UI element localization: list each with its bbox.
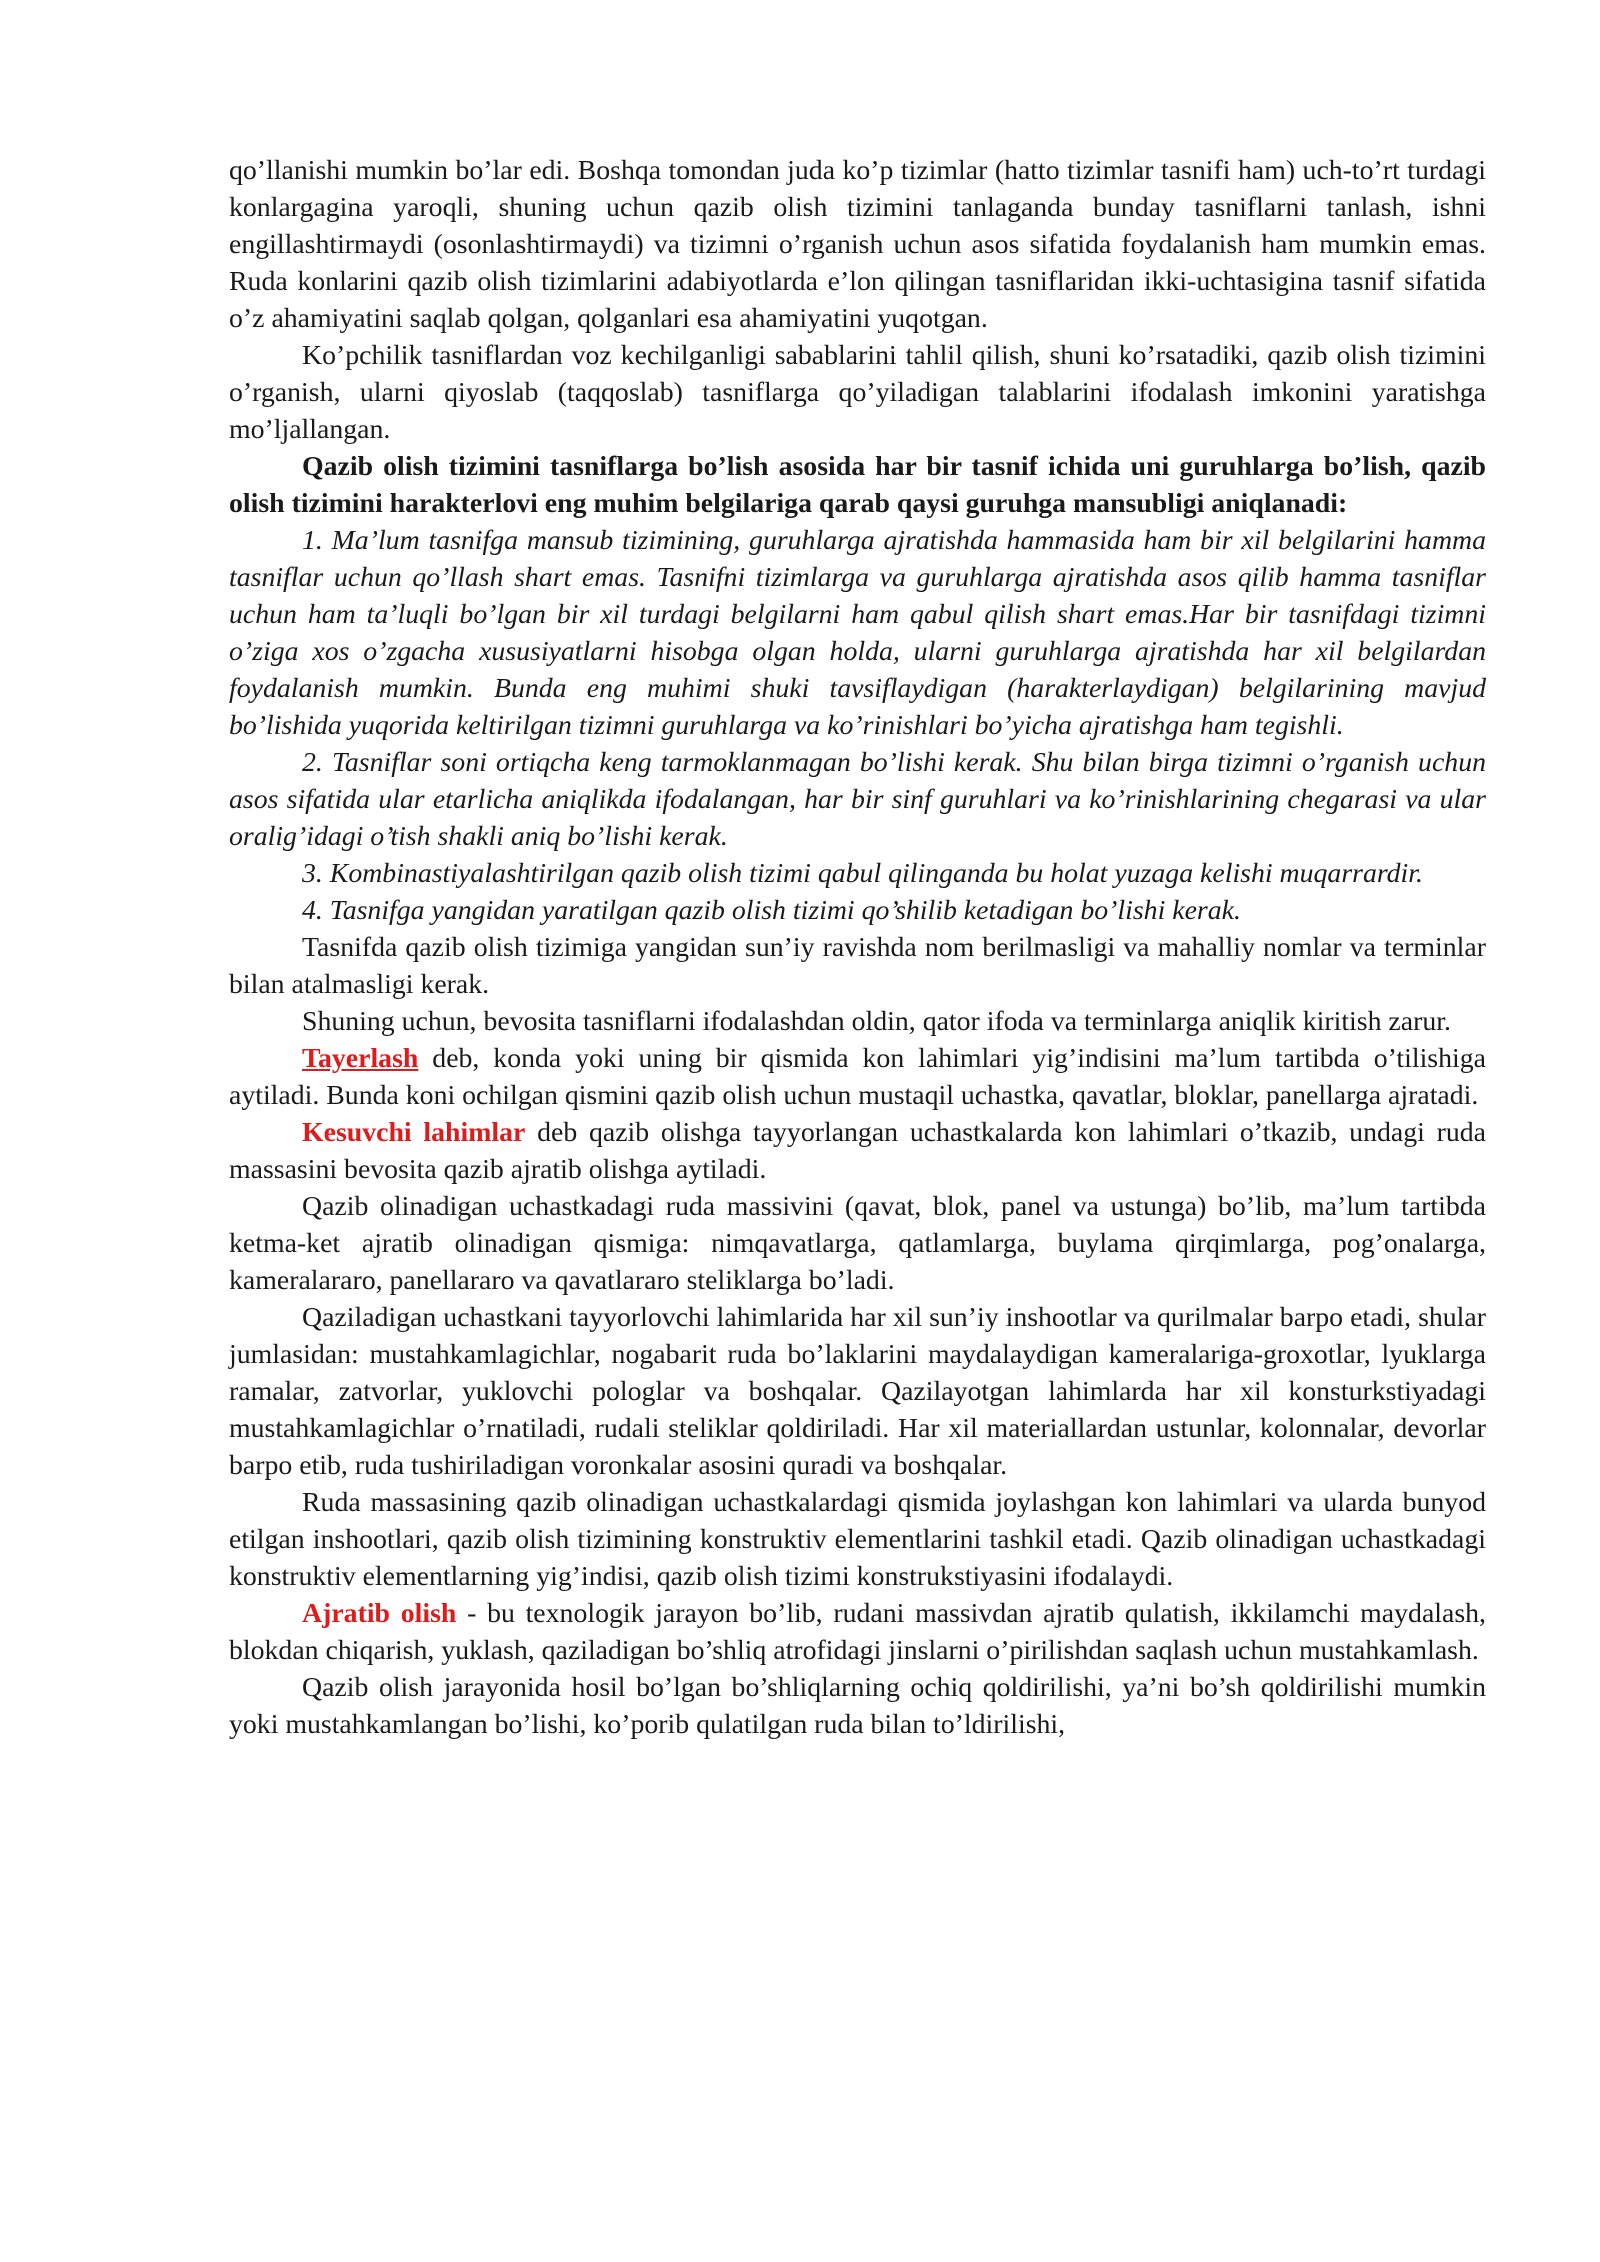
paragraph-ajratib-text: - bu texnologik jarayon bo’lib, rudani massivdan ajratib qulatish, ikkilamchi maydalash, blokdan chiqarish, yuklash, qaziladigan bo’shliq atrofidagi jinslarni o’pirilishdan saqlash uchun mustahkamlash.: [229, 1598, 1487, 1666]
paragraph-2: Ko’pchilik tasniflardan voz kechilganligi sabablarini tahlil qilish, shuni ko’rsatadiki, qazib olish tizimini o’rganish, ularni qiyoslab (taqqoslab) tasniflarga qo’yiladigan talablarini ifodalash imkonini yaratishga mo’ljallangan.: [229, 340, 1486, 445]
paragraph-heading-classification: Qazib olish tizimini tasniflarga bo’lish asosida har bir tasnif ichida uni guruhlarga bo’lish, qazib olish tizimini harakterlovi eng muhim belgilariga qarab qaysi guruhga mansubligi aniqlanadi:: [229, 451, 1486, 519]
list-item-3: 3. Kombinastiyalashtirilgan qazib olish tizimi qabul qilinganda bu holat yuzaga kelishi muqarrardir.: [302, 858, 1423, 889]
term-tayerlash-link[interactable]: Tayerlash: [302, 1043, 419, 1074]
list-item-4: 4. Tasnifga yangidan yaratilgan qazib olish tizimi qo’shilib ketadigan bo’lishi kerak.: [302, 895, 1241, 926]
paragraph-tayerlash-text: deb, konda yoki uning bir qismida kon lahimlari yig’indisini ma’lum tartibda o’tilishiga aytiladi. Bunda koni ochilgan qismini qazib olish uchun mustaqil uchastka, qavatlar, bloklar, panellarga ajratadi.: [229, 1043, 1486, 1111]
list-item-2: 2. Tasniflar soni ortiqcha keng tarmoklanmagan bo’lishi kerak. Shu bilan birga tizimni o’rganish uchun asos sifatida ular etarlicha aniqlikda ifodalangan, har bir sinf guruhlari va ko’rinishlarining chegarasi va ular oralig’idagi o’tish shakli aniq bo’lishi kerak.: [229, 747, 1486, 852]
paragraph-16: Qazib olish jarayonida hosil bo’lgan bo’shliqlarning ochiq qoldirilishi, ya’ni bo’sh qoldirilishi mumkin yoki mustahkamlangan bo’lishi, ko’porib qulatilgan ruda bilan to’ldirilishi,: [229, 1672, 1486, 1740]
paragraph-kesuvchi: [229, 1114, 1486, 1188]
list-item-1: 1. Ma’lum tasnifga mansub tizimining, guruhlarga ajratishda hammasida ham bir xil belgilarini hamma tasniflar uchun qo’llash shart emas. Tasnifni tizimlarga va guruhlarga ajratishda asos qilib hamma tasniflar uchun ham ta’luqli bo’lgan bir xil turdagi belgilarni ham qabul qilish shart emas.Har bir tasnifdagi tizimni o’ziga xos o’zgacha xususiyatlarni hisobga olgan holda, ularni guruhlarga ajratishda har xil belgilardan foydalanish mumkin. Bunda eng muhimi shuki tavsiflaydigan (harakterlaydigan) belgilarining mavjud bo’lishida yuqorida keltirilgan tizimni guruhlarga va ko’rinishlari bo’yicha ajratishga ham tegishli.: [229, 525, 1486, 741]
paragraph-12: Qazib olinadigan uchastkadagi ruda massivini (qavat, blok, panel va ustunga) bo’lib, ma’lum tartibda ketma-ket ajratib olinadigan qismiga: nimqavatlarga, qatlamlarga, buylama qirqimlarga, pog’onalarga, kameralararo, panellararo va qavatlararo steliklarga bo’ladi.: [229, 1191, 1486, 1296]
paragraph-tayerlash: [229, 1040, 1486, 1114]
paragraph-14: Ruda massasining qazib olinadigan uchastkalardagi qismida joylashgan kon lahimlari va ularda bunyod etilgan inshootlari, qazib olish tizimining konstruktiv elementlarini tashkil etadi. Qazib olinadigan uchastkadagi konstruktiv elementlarning yig’indisi, qazib olish tizimi konstrukstiyasini ifodalaydi.: [229, 1487, 1486, 1592]
document-page: [229, 152, 1486, 1743]
paragraph-ajratib: [229, 1595, 1486, 1669]
paragraph-kesuvchi-text: deb qazib olishga tayyorlangan uchastkalarda kon lahimlari o’tkazib, undagi ruda massasini bevosita qazib ajratib olishga aytiladi.: [229, 1117, 1486, 1185]
paragraph-13: Qaziladigan uchastkani tayyorlovchi lahimlarida har xil sun’iy inshootlar va qurilmalar barpo etadi, shular jumlasidan: mustahkamlagichlar, nogabarit ruda bo’laklarini maydalaydigan kameralariga-groxotlar, lyuklarga ramalar, zatvorlar, yuklovchi pologlar va boshqalar. Qazilayotgan lahimlarda har xil konsturkstiyadagi mustahkamlagichlar o’rnatiladi, rudali steliklar qoldiriladi. Har xil materiallardan ustunlar, kolonnalar, devorlar barpo etib, ruda tushiriladigan voronkalar asosini quradi va boshqalar.: [229, 1302, 1486, 1481]
paragraph-1: qo’llanishi mumkin bo’lar edi. Boshqa tomondan juda ko’p tizimlar (hatto tizimlar tasnifi ham) uch-to’rt turdagi konlargagina yaroqli, shuning uchun qazib olish tizimini tanlaganda bunday tasniflarni tanlash, ishni engillashtirmaydi (osonlashtirmaydi) va tizimni o’rganish uchun asos sifatida foydalanish ham mumkin emas. Ruda konlarini qazib olish tizimlarini adabiyotlarda e’lon qilingan tasniflaridan ikki-uchtasigina tasnif sifatida o’z ahamiyatini saqlab qolgan, qolganlari esa ahamiyatini yuqotgan.: [229, 155, 1486, 334]
paragraph-8: Tasnifda qazib olish tizimiga yangidan sun’iy ravishda nom berilmasligi va mahalliy nomlar va terminlar bilan atalmasligi kerak.: [229, 932, 1486, 1000]
term-ajratib-olish: Ajratib olish: [302, 1598, 457, 1629]
paragraph-9: Shuning uchun, bevosita tasniflarni ifodalashdan oldin, qator ifoda va terminlarga aniqlik kiritish zarur.: [302, 1006, 1451, 1037]
term-kesuvchi-lahimlar: Kesuvchi lahimlar: [302, 1117, 526, 1148]
